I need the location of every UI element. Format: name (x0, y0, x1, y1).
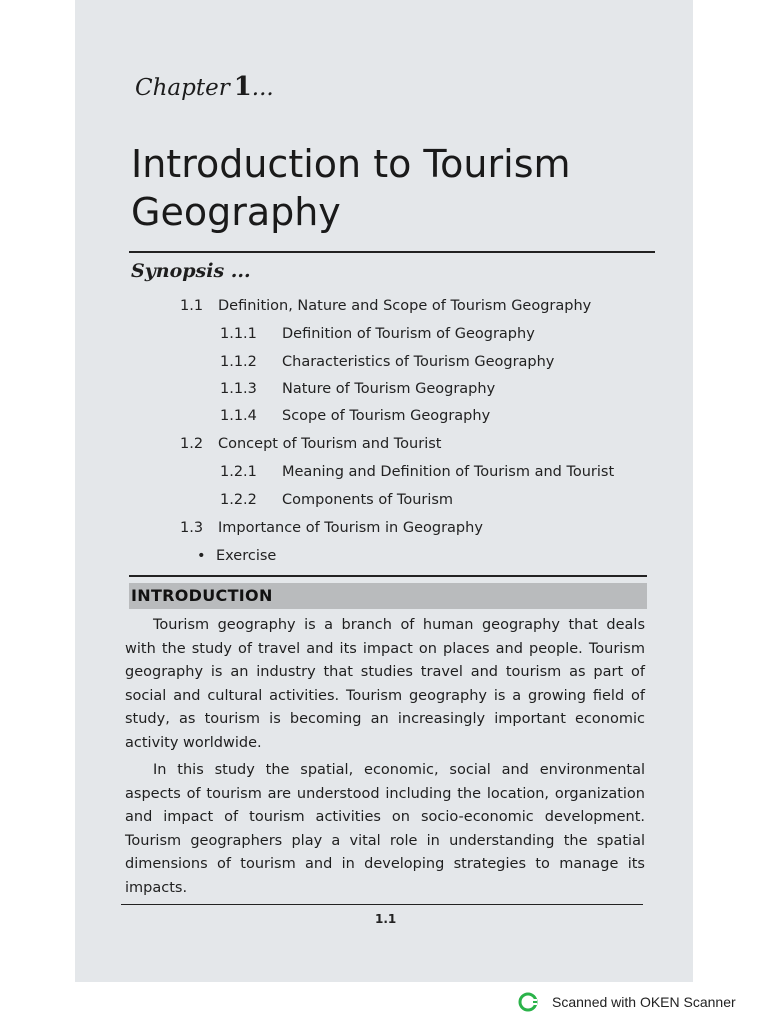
item-text: Concept of Tourism and Tourist (218, 436, 442, 452)
page-number: 1.1 (375, 912, 397, 926)
list-item (180, 436, 441, 452)
watermark-text: Scanned with OKEN Scanner (552, 994, 736, 1010)
item-text: Definition, Nature and Scope of Tourism Geography (218, 298, 592, 314)
list-item (197, 548, 276, 564)
item-text: Nature of Tourism Geography (282, 381, 496, 397)
bottom-rule (121, 904, 643, 905)
chapter-word: Chapter (135, 75, 230, 101)
synopsis-heading: Synopsis ... (131, 260, 251, 282)
list-item (180, 520, 483, 536)
introduction-heading-bar (129, 583, 647, 609)
paragraph-1: Tourism geography is a branch of human geography that deals with the study of travel and its impact on places and people. Tourism geography is an industry that studies travel and tourism as part of social and cultural activities. Tourism geography is a growing field of study, as tourism is becoming an increasingly important economic activity worldwide. (125, 617, 645, 751)
item-text: Importance of Tourism in Geography (218, 520, 483, 536)
chapter-ellipsis: ... (251, 75, 274, 101)
paragraph-2: In this study the spatial, economic, social and environmental aspects of tourism are understood including the location, organization and impact of tourism activities on socio-economic development. Tourism geographers play a vital role in understanding the spatial dimensions of tourism and in developing strategies to manage its impacts. (125, 762, 645, 896)
list-item (180, 298, 591, 314)
item-text: Scope of Tourism Geography (282, 408, 491, 424)
item-number: 1.1.2 (220, 354, 257, 370)
item-number: 1.3 (180, 520, 204, 536)
item-text: Meaning and Definition of Tourism and Tourist (282, 464, 615, 480)
list-item (220, 464, 614, 480)
chapter-title (131, 140, 651, 236)
book-page (75, 0, 693, 982)
chapter-number: 1 (233, 72, 252, 102)
bullet-icon: • (197, 548, 206, 564)
synopsis-rule (129, 575, 647, 577)
list-item (220, 326, 535, 342)
item-number: 1.1 (180, 298, 204, 314)
oken-logo-icon (518, 992, 538, 1012)
title-line-1: Introduction to Tourism (131, 142, 571, 186)
item-text: Components of Tourism (282, 492, 454, 508)
item-number: 1.1.1 (220, 326, 257, 342)
item-text: Definition of Tourism of Geography (282, 326, 535, 342)
title-rule (129, 251, 655, 253)
list-item (220, 492, 453, 508)
chapter-label (135, 72, 274, 102)
item-number: 1.2.1 (220, 464, 257, 480)
introduction-heading: INTRODUCTION (131, 586, 273, 605)
item-number: 1.1.3 (220, 381, 257, 397)
list-item (220, 408, 490, 424)
title-line-2: Geography (131, 190, 341, 234)
list-item (220, 381, 495, 397)
list-item (220, 354, 554, 370)
item-text: Characteristics of Tourism Geography (282, 354, 555, 370)
item-number: 1.1.4 (220, 408, 257, 424)
item-number: 1.2.2 (220, 492, 257, 508)
item-number: 1.2 (180, 436, 204, 452)
scanner-watermark (518, 992, 736, 1012)
item-text: Exercise (216, 548, 277, 564)
